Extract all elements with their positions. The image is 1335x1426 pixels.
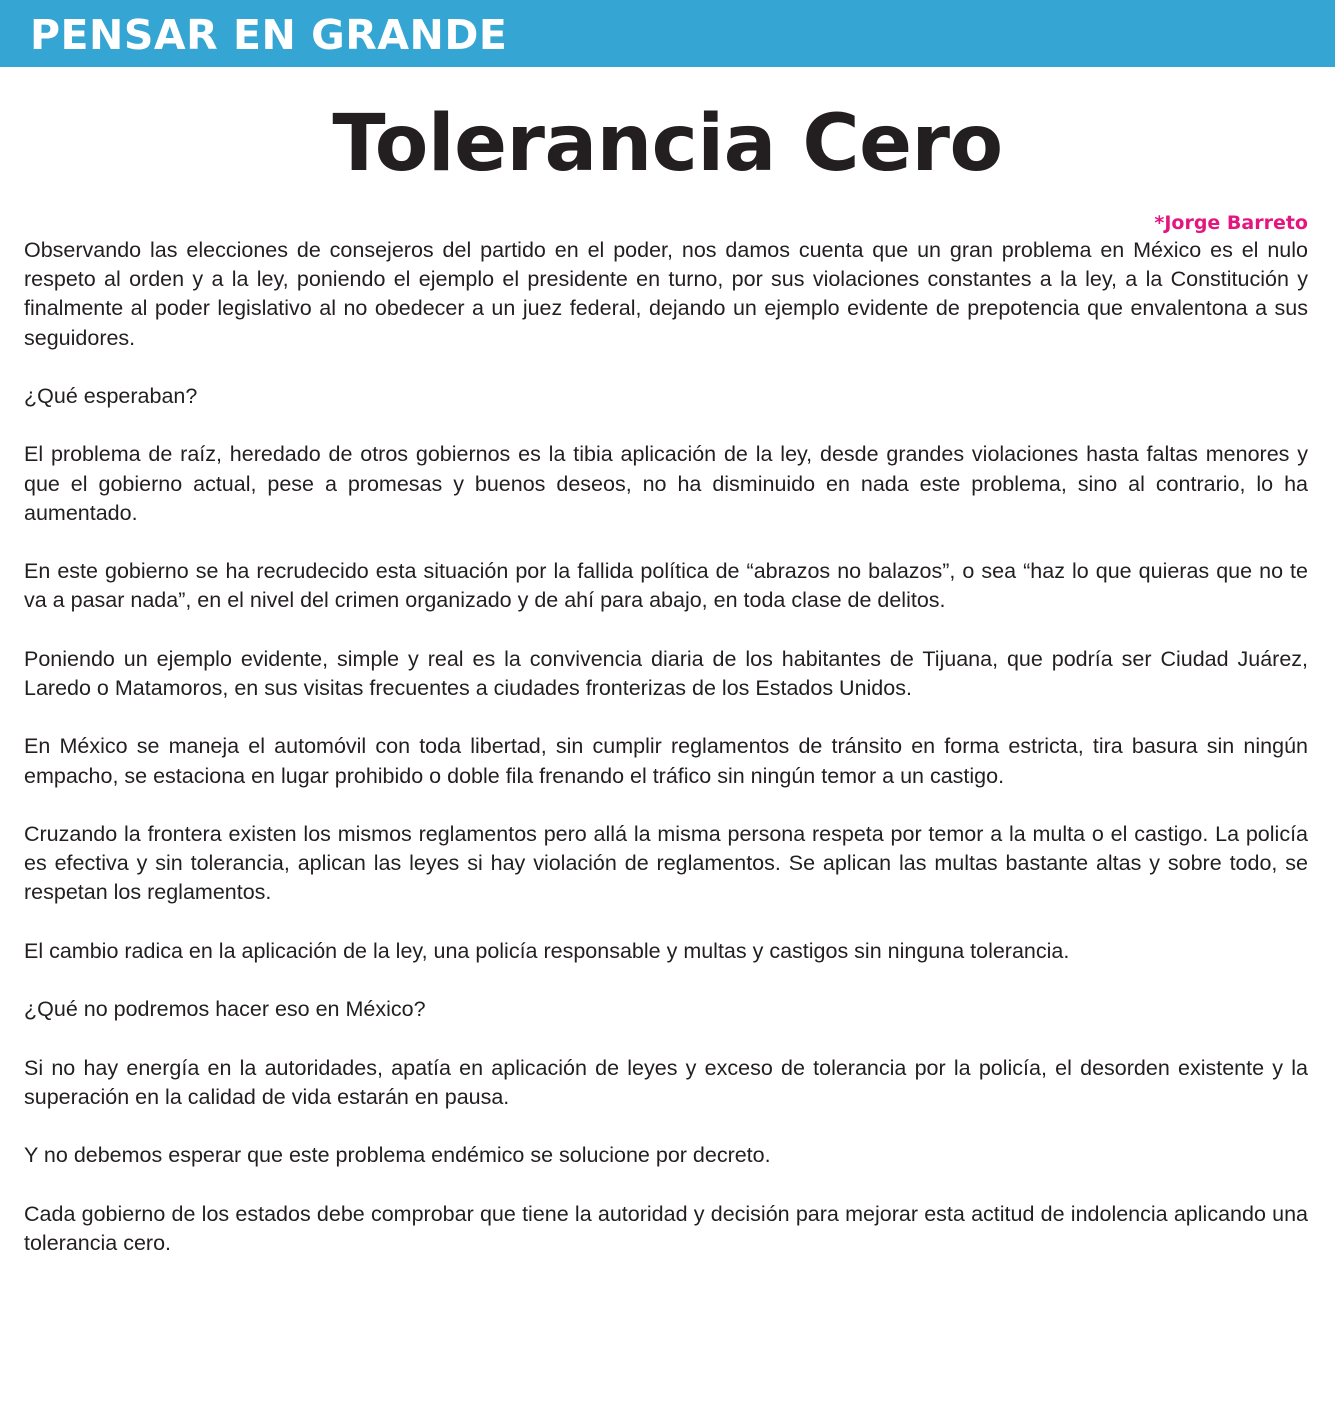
paragraph: El problema de raíz, heredado de otros gobiernos es la tibia aplicación de la ley, desde grandes violaciones hasta faltas menores y que el gobierno actual, pese a promesas y buenos deseos, no ha disminuido en nada este problema, sino al contrario, lo ha aumentado. — [24, 442, 1308, 525]
paragraph: Poniendo un ejemplo evidente, simple y real es la convivencia diaria de los habitantes de Tijuana, que podría ser Ciudad Juárez, Laredo o Matamoros, en sus visitas frecuentes a ciudades fronterizas de los Estados Unidos. — [24, 646, 1308, 700]
author-byline: *Jorge Barreto — [1154, 212, 1308, 234]
paragraph: Si no hay energía en la autoridades, apatía en aplicación de leyes y exceso de tolerancia por la policía, el desorden existente y la superación en la calidad de vida estarán en pausa. — [24, 1055, 1308, 1109]
paragraph: En México se maneja el automóvil con toda libertad, sin cumplir reglamentos de tránsito en forma estricta, tira basura sin ningún empacho, se estaciona en lugar prohibido o doble fila frenando el tráfico sin ningún temor a un castigo. — [24, 734, 1308, 788]
paragraph: Observando las elecciones de consejeros del partido en el poder, nos damos cuenta que un gran problema en México es el nulo respeto al orden y a la ley, poniendo el ejemplo el presidente en turno, por sus violaciones constantes a la ley, a la Constitución y finalmente al poder legislativo al no obedecer a un juez federal, dejando un ejemplo evidente de prepotencia que envalentona a sus seguidores. — [24, 238, 1308, 350]
paragraph: Cruzando la frontera existen los mismos reglamentos pero allá la misma persona respeta por temor a la multa o el castigo. La policía es efectiva y sin tolerancia, aplican las leyes si hay violación de reglamentos. Se aplican las multas bastante altas y sobre todo, se respetan los reglamentos. — [24, 821, 1308, 905]
article-body — [24, 236, 1308, 1287]
paragraph: En este gobierno se ha recrudecido esta situación por la fallida política de “abrazos no balazos”, o sea “haz lo que quieras que no te va a pasar nada”, en el nivel del crimen organizado y de ahí para abajo, en toda clase de delitos. — [24, 559, 1308, 613]
paragraph: Cada gobierno de los estados debe comprobar que tiene la autoridad y decisión para mejorar esta actitud de indolencia aplicando una tolerancia cero. — [24, 1201, 1308, 1255]
paragraph: ¿Qué esperaban? — [24, 384, 198, 408]
section-label: PENSAR EN GRANDE — [30, 11, 508, 59]
paragraph: El cambio radica en la aplicación de la ley, una policía responsable y multas y castigos sin ninguna tolerancia. — [24, 938, 1070, 963]
paragraph: Y no debemos esperar que este problema endémico se solucione por decreto. — [24, 1143, 771, 1168]
paragraph: ¿Qué no podremos hacer eso en México? — [24, 997, 426, 1022]
article-title: Tolerancia Cero — [332, 99, 1003, 189]
section-banner — [0, 0, 1335, 67]
